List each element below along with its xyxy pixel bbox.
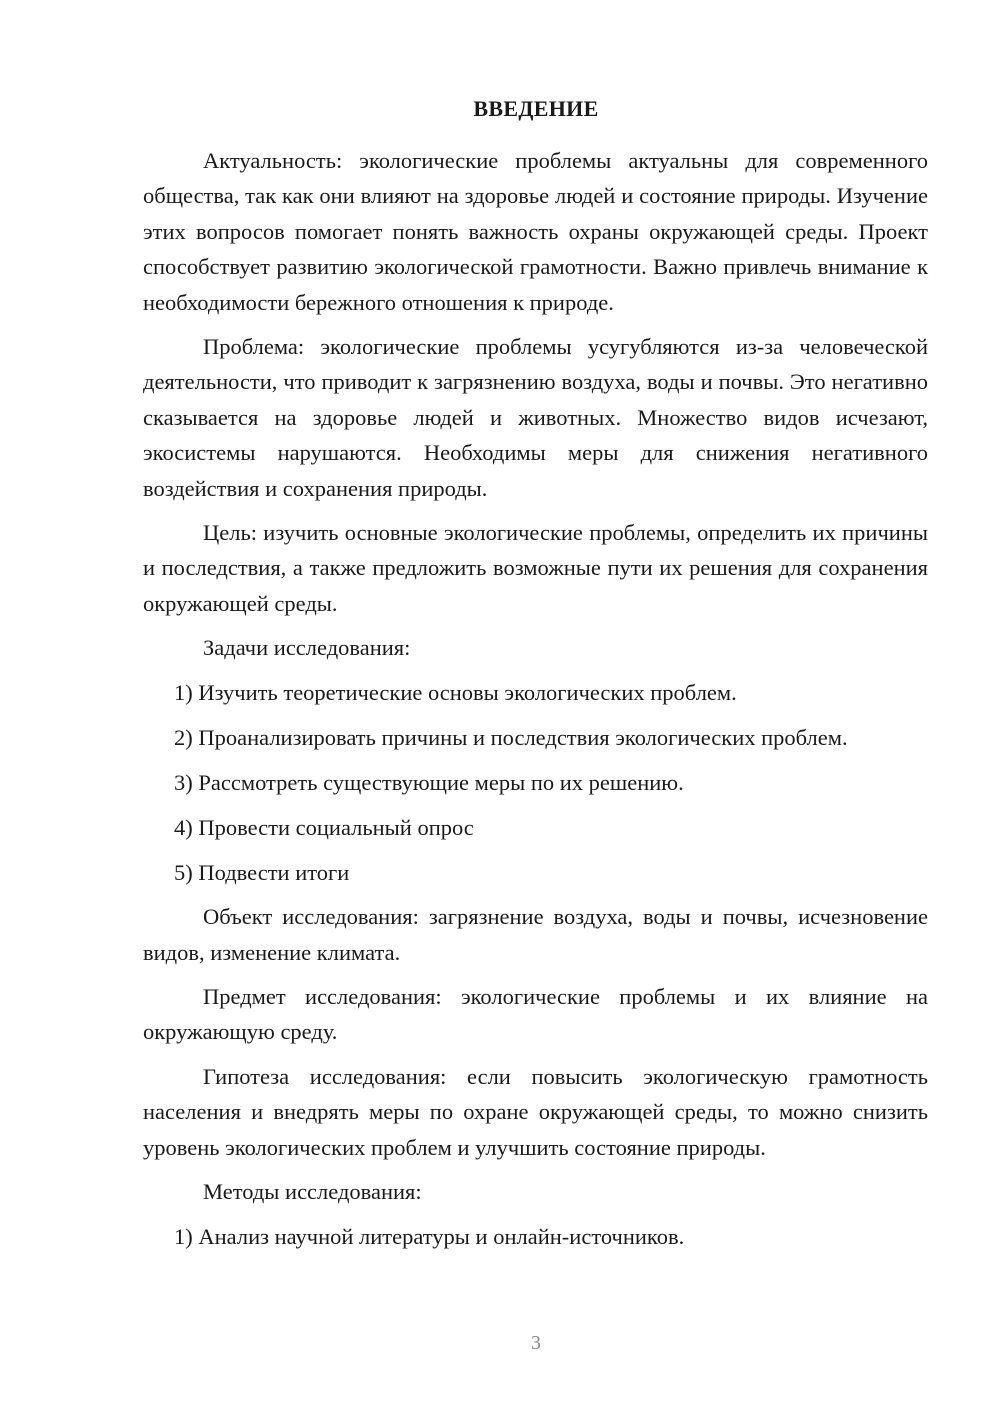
paragraph-hypothesis: Гипотеза исследования: если повысить экологическую грамотность населения и внедрять меры по охране окружающей среды, то можно снизить уровень экологических проблем и улучшить состояние природы. — [143, 1063, 928, 1160]
methods-heading: Методы исследования: — [203, 1179, 422, 1205]
method-item-1: 1) Анализ научной литературы и онлайн-источников. — [174, 1223, 685, 1249]
paragraph-problem: Проблема: экологические проблемы усугубляются из-за человеческой деятельности, что приводит к загрязнению воздуха, воды и почвы. Это негативно сказывается на здоровье людей и животных. Множество видов исчезают, экосистемы нарушаются. Необходимы меры для снижения негативного воздействия и сохранения природы. — [143, 334, 928, 501]
paragraph-object: Объект исследования: загрязнение воздуха, воды и почвы, исчезновение видов, изменение климата. — [143, 904, 928, 965]
paragraph-subject: Предмет исследования: экологические проблемы и их влияние на окружающую среду. — [143, 984, 928, 1045]
task-item-3: 3) Рассмотреть существующие меры по их решению. — [174, 770, 684, 795]
paragraph-goal: Цель: изучить основные экологические проблемы, определить их причины и последствия, а также предложить возможные пути их решения для сохранения окружающей среды. — [143, 520, 928, 616]
paragraph-relevance: Актуальность: экологические проблемы актуальны для современного общества, так как они влияют на здоровье людей и состояние природы. Изучение этих вопросов помогает понять важность охраны окружающей среды. Проект способствует развитию экологической грамотности. Важно привлечь внимание к необходимости бережного отношения к природе. — [143, 148, 928, 315]
tasks-heading: Задачи исследования: — [203, 635, 411, 661]
task-item-1: 1) Изучить теоретические основы экологических проблем. — [174, 680, 737, 706]
task-item-5: 5) Подвести итоги — [174, 859, 350, 885]
page-number: 3 — [531, 1332, 541, 1354]
task-item-2: 2) Проанализировать причины и последствия экологических проблем. — [174, 725, 848, 751]
page-title: ВВЕДЕНИЕ — [473, 96, 599, 121]
task-item-4: 4) Провести социальный опрос — [174, 814, 474, 840]
document-body — [143, 143, 928, 1254]
